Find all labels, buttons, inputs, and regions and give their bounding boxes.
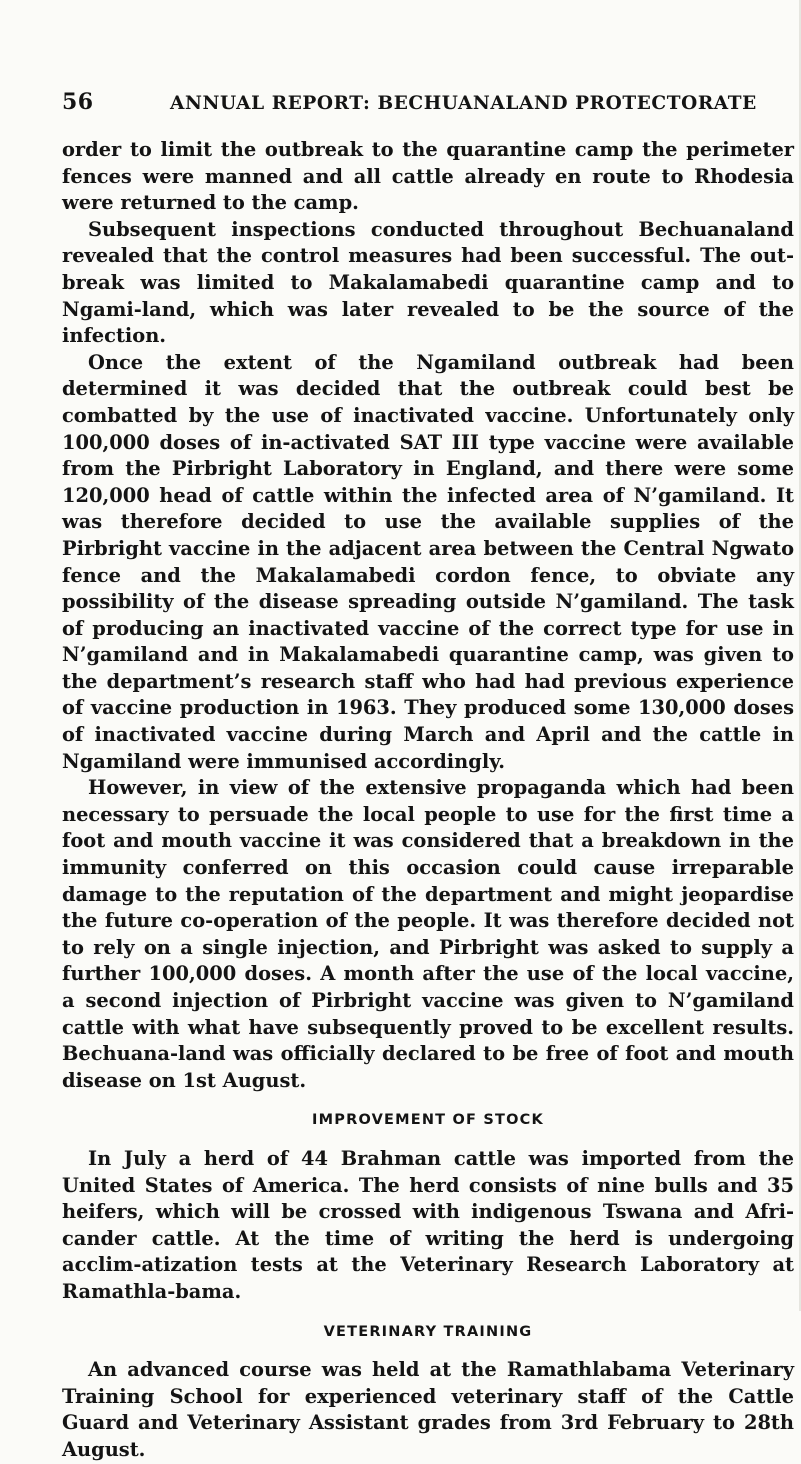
- paragraph: Subsequent inspections conducted throughout Bechuanaland revealed that the control measures had been successful. The out-break was limited to Makalamabedi quarantine camp and to Ngami-land, which was later revealed to be the source of the infection.: [62, 217, 794, 348]
- paragraph: Once the extent of the Ngamiland outbreak had been determined it was decided that the outbreak could best be combatted by the use of inactivated vaccine. Unfortunately only 100,000 doses of in-activated SAT III type vaccine were available from the Pirbright Laboratory in England, and there were some 120,000 head of cattle within the infected area of N’gamiland. It was therefore decided to use the available supplies of the Pirbright vaccine in the adjacent area between the Central Ngwato fence and the Makalamabedi cordon fence, to obviate any possibility of the disease spreading outside N’gamiland. The task of producing an inactivated vaccine of the correct type for use in N’gamiland and in Makalamabedi quarantine camp, was given to the department’s research staff who had had previous experience of vaccine production in 1963. They produced some 130,000 doses of inactivated vaccine during March and April and the cattle in Ngamiland were immunised accordingly.: [62, 350, 794, 773]
- report-body: [62, 137, 794, 1464]
- paragraph: An advanced course was held at the Ramathlabama Veterinary Training School for experienced veterinary staff of the Cattle Guard and Veterinary Assistant grades from 3rd February to 28th August.: [62, 1358, 794, 1461]
- section-heading: IMPROVEMENT OF STOCK: [312, 1112, 544, 1129]
- paragraph: However, in view of the extensive propaganda which had been necessary to persuade the local people to use for the first time a foot and mouth vaccine it was considered that a breakdown in the immunity conferred on this occasion could cause irreparable damage to the reputation of the department and might jeopardise the future co-operation of the people. It was therefore decided not to rely on a single injection, and Pirbright was asked to supply a further 100,000 doses. A month after the use of the local vaccine, a second injection of Pirbright vaccine was given to N’gamiland cattle with what have subsequently proved to be excellent results. Bechuana-land was officially declared to be free of foot and mouth disease on 1st August.: [62, 776, 794, 1092]
- page-number: 56: [62, 89, 94, 115]
- paragraph: order to limit the outbreak to the quarantine camp the perimeter fences were manned and all cattle already en route to Rhodesia were returned to the camp.: [62, 138, 794, 215]
- running-title: ANNUAL REPORT: BECHUANALAND PROTECTORATE: [170, 93, 757, 114]
- paragraph: In July a herd of 44 Brahman cattle was imported from the United States of America. The herd consists of nine bulls and 35 heifers, which will be crossed with indigenous Tswana and Afri-cander cattle. At the time of writing the herd is undergoing acclim-atization tests at the Veterinary Research Laboratory at Ramathla-bama.: [62, 1146, 794, 1303]
- section-heading: VETERINARY TRAINING: [323, 1323, 533, 1340]
- page-header: [62, 89, 762, 115]
